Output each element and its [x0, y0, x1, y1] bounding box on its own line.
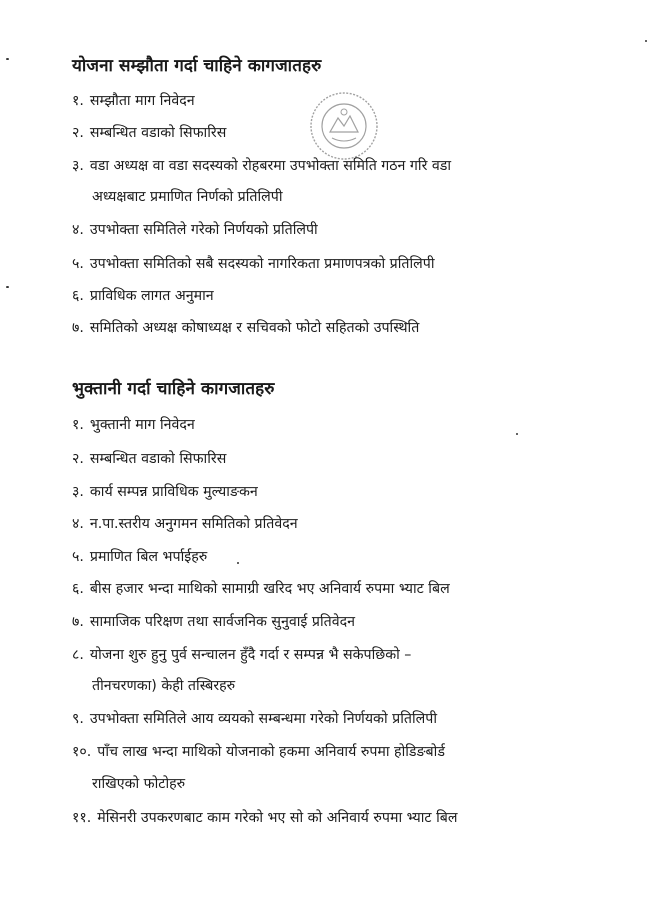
section2-item-10: [72, 742, 445, 761]
item-text: मेसिनरी उपकरणबाट काम गरेको भए सो को अनिवार्य रुपमा भ्याट बिल: [97, 810, 458, 826]
section1-heading: योजना सम्झौता गर्दा चाहिने कागजातहरु: [72, 56, 322, 76]
section1-item-2: [72, 123, 226, 142]
section2-item-2: [72, 449, 226, 468]
item-number: १०.: [72, 744, 92, 760]
section2-item-4: [72, 514, 298, 533]
item-text: उपभोक्ता समितिको सबै सदस्यको नागरिकता प्रमाणपत्रको प्रतिलिपी: [89, 256, 435, 272]
item-text: सामाजिक परिक्षण तथा सार्वजनिक सुनुवाई प्रतिवेदन: [89, 614, 356, 630]
section1-item-1: [72, 91, 195, 110]
item-text: प्रमाणित बिल भर्पाईहरु: [89, 549, 208, 565]
item-text: पाँच लाख भन्दा माथिको योजनाको हकमा अनिवार्य रुपमा होडिङबोर्ड: [97, 744, 445, 760]
item-text: बीस हजार भन्दा माथिको सामाग्री खरिद भए अनिवार्य रुपमा भ्याट बिल: [89, 581, 450, 597]
section2-item-5: [72, 547, 207, 566]
item-text: कार्य सम्पन्न प्राविधिक मुल्याङकन: [89, 484, 258, 500]
scan-speck: [645, 40, 647, 42]
item-text: सम्बन्धित वडाको सिफारिस: [89, 451, 227, 467]
item-number: ५.: [72, 549, 84, 565]
scan-speck: [6, 58, 9, 60]
item-text: योजना शुरु हुनु पुर्व सन्चालन हुँदै गर्दा र सम्पन्न भै सकेपछिको –: [89, 647, 412, 663]
section2-heading: भुक्तानी गर्दा चाहिने कागजातहरु: [72, 379, 275, 399]
section1-item-3-continuation: अध्यक्षबाट प्रमाणित निर्णको प्रतिलिपी: [92, 189, 283, 205]
section1-item-7: [72, 318, 419, 337]
section1-item-3: [72, 156, 451, 175]
section2-item-9: [72, 709, 437, 728]
section1-item-5: [72, 254, 435, 273]
item-text: प्राविधिक लागत अनुमान: [89, 288, 214, 304]
item-number: १.: [72, 417, 84, 433]
item-number: २.: [72, 451, 84, 467]
item-number: ७.: [72, 614, 84, 630]
item-text: भुक्तानी माग निवेदन: [89, 417, 195, 433]
item-number: ३.: [72, 484, 84, 500]
section1-item-6: [72, 286, 214, 305]
item-text: उपभोक्ता समितिले आय व्ययको सम्बन्धमा गरेको निर्णयको प्रतिलिपी: [89, 711, 437, 727]
item-text: वडा अध्यक्ष वा वडा सदस्यको रोहबरमा उपभोक्ता समिति गठन गरि वडा: [89, 158, 452, 174]
item-number: ६.: [72, 581, 84, 597]
scan-speck: [237, 562, 239, 564]
item-number: ३.: [72, 158, 84, 174]
scan-speck: [516, 433, 518, 435]
item-number: ११.: [72, 810, 92, 826]
scan-speck: [6, 286, 9, 288]
item-text: सम्बन्धित वडाको सिफारिस: [89, 125, 227, 141]
section2-item-6: [72, 579, 450, 598]
section2-item-8-continuation: तीनचरणका) केही तस्बिरहरु: [92, 678, 236, 694]
page-bottom-margin: [0, 826, 661, 910]
office-seal-stamp-icon: [306, 88, 382, 164]
section1-item-4: [72, 220, 318, 239]
item-number: ४.: [72, 222, 84, 238]
item-number: ४.: [72, 516, 84, 532]
item-text: उपभोक्ता समितिले गरेको निर्णयको प्रतिलिपी: [89, 222, 318, 238]
section2-item-11: [72, 808, 457, 827]
item-number: ९.: [72, 711, 84, 727]
section2-item-1: [72, 415, 195, 434]
section2-item-7: [72, 612, 355, 631]
item-text: समितिको अध्यक्ष कोषाध्यक्ष र सचिवको फोटो सहितको उपस्थिति: [89, 320, 420, 336]
item-number: ७.: [72, 320, 84, 336]
item-number: ५.: [72, 256, 84, 272]
item-number: ६.: [72, 288, 84, 304]
section2-item-8: [72, 645, 411, 664]
item-text: सम्झौता माग निवेदन: [89, 93, 195, 109]
section2-item-10-continuation: राखिएको फोटोहरु: [92, 776, 186, 792]
item-number: २.: [72, 125, 84, 141]
item-text: न.पा.स्तरीय अनुगमन समितिको प्रतिवेदन: [89, 516, 298, 532]
item-number: १.: [72, 93, 84, 109]
section2-item-3: [72, 482, 258, 501]
item-number: ८.: [72, 647, 84, 663]
